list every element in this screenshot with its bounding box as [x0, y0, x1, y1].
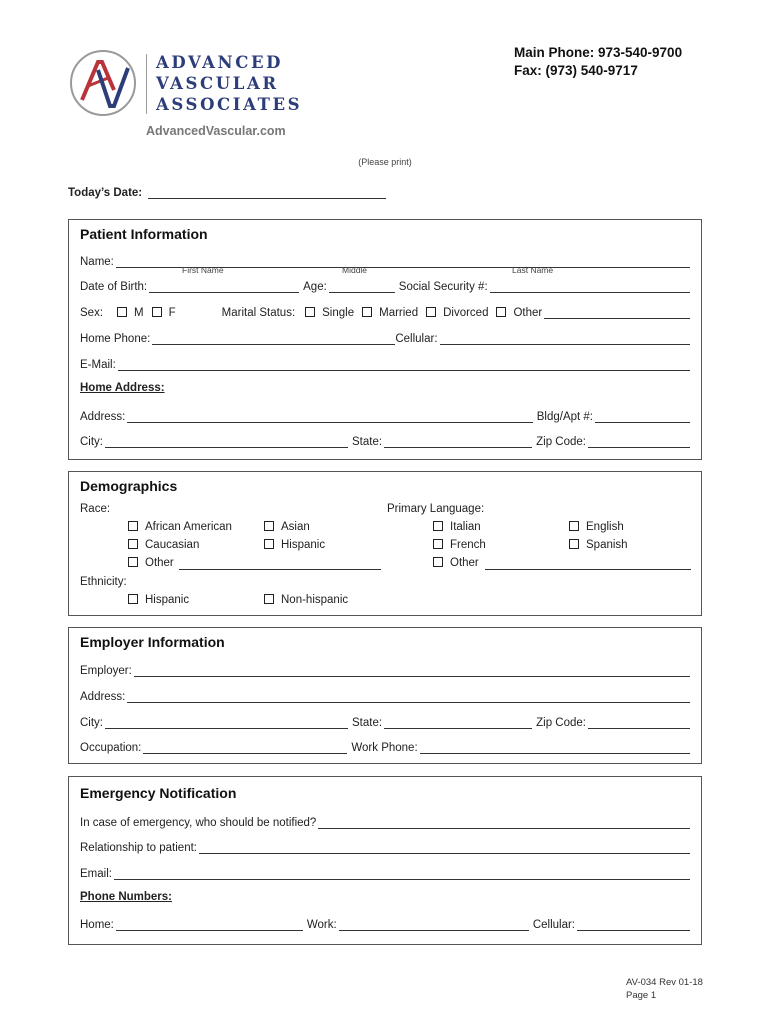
single-label: Single — [322, 307, 355, 319]
married-checkbox[interactable] — [362, 307, 372, 317]
home-phone-field[interactable] — [152, 332, 395, 345]
emergency-work-field[interactable] — [339, 918, 529, 931]
name-label: Name: — [80, 256, 114, 268]
emergency-work-label: Work: — [306, 919, 337, 931]
other-race-field[interactable] — [179, 557, 381, 570]
divorced-checkbox[interactable] — [426, 307, 436, 317]
asian-label: Asian — [281, 521, 310, 533]
english-checkbox[interactable] — [569, 521, 579, 531]
form-code: AV-034 Rev 01-18 — [626, 977, 703, 988]
home-address-heading: Home Address: — [80, 382, 165, 394]
section-title: Patient Information — [80, 226, 208, 242]
bldg-apt-field[interactable] — [595, 410, 690, 423]
french-checkbox[interactable] — [433, 539, 443, 549]
married-label: Married — [379, 307, 419, 319]
occupation-field[interactable] — [143, 741, 347, 754]
city-label: City: — [80, 436, 103, 448]
dob-field[interactable] — [149, 280, 299, 293]
main-phone: Main Phone: 973-540-9700 — [514, 45, 683, 60]
race-label: Race: — [80, 503, 111, 515]
emergency-contact-field[interactable] — [318, 816, 690, 829]
sex-m-label: M — [134, 307, 144, 319]
ssn-label: Social Security #: — [398, 281, 488, 293]
english-label: English — [586, 521, 624, 533]
address-label: Address: — [80, 411, 126, 423]
emergency-email-label: Email: — [80, 868, 112, 880]
fax-number: Fax: (973) 540-9717 — [514, 63, 638, 78]
age-field[interactable] — [329, 280, 395, 293]
organization-name: ADVANCED VASCULAR ASSOCIATES — [156, 53, 303, 114]
other-marital-label: Other — [513, 307, 543, 319]
divorced-label: Divorced — [443, 307, 489, 319]
work-phone-field[interactable] — [420, 741, 690, 754]
middle-caption: Middle — [342, 265, 368, 275]
employer-zip-label: Zip Code: — [536, 717, 586, 729]
page-number: Page 1 — [626, 990, 657, 1001]
emergency-contact-label: In case of emergency, who should be notified? — [80, 817, 317, 829]
african-american-checkbox[interactable] — [128, 521, 138, 531]
age-label: Age: — [303, 281, 327, 293]
first-name-caption: First Name — [182, 265, 224, 275]
city-field[interactable] — [105, 435, 348, 448]
african-american-label: African American — [145, 521, 232, 533]
sex-m-checkbox[interactable] — [117, 307, 127, 317]
work-phone-label: Work Phone: — [351, 742, 418, 754]
other-language-checkbox[interactable] — [433, 557, 443, 567]
emergency-cellular-field[interactable] — [577, 918, 690, 931]
zip-field[interactable] — [588, 435, 690, 448]
spanish-checkbox[interactable] — [569, 539, 579, 549]
relationship-field[interactable] — [199, 841, 690, 854]
ethnicity-hispanic-checkbox[interactable] — [128, 594, 138, 604]
emergency-email-field[interactable] — [114, 867, 690, 880]
logo-av-emblem-icon — [68, 48, 138, 118]
dob-label: Date of Birth: — [80, 281, 148, 293]
state-label: State: — [352, 436, 383, 448]
employer-label: Employer: — [80, 665, 132, 677]
employer-state-label: State: — [352, 717, 383, 729]
phone-numbers-heading: Phone Numbers: — [80, 891, 173, 903]
contact-info — [514, 44, 682, 80]
todays-date-row — [68, 185, 386, 199]
other-marital-checkbox[interactable] — [496, 307, 506, 317]
other-marital-field[interactable] — [544, 306, 690, 319]
spanish-label: Spanish — [586, 539, 628, 551]
address-field[interactable] — [127, 410, 532, 423]
form-footer — [626, 976, 703, 1002]
other-race-checkbox[interactable] — [128, 557, 138, 567]
ethnicity-non-hispanic-checkbox[interactable] — [264, 594, 274, 604]
ethnicity-hispanic-label: Hispanic — [145, 594, 190, 606]
state-field[interactable] — [384, 435, 532, 448]
employer-state-field[interactable] — [384, 716, 532, 729]
marital-status-label: Marital Status: — [221, 307, 296, 319]
ssn-field[interactable] — [490, 280, 690, 293]
emergency-notification-section — [68, 776, 702, 945]
asian-checkbox[interactable] — [264, 521, 274, 531]
website-url: AdvancedVascular.com — [146, 124, 286, 138]
french-label: French — [450, 539, 486, 551]
please-print-note: (Please print) — [358, 157, 412, 167]
employer-information-section — [68, 627, 702, 764]
sex-label: Sex: — [80, 307, 104, 319]
patient-information-section — [68, 219, 702, 460]
employer-address-label: Address: — [80, 691, 126, 703]
emergency-cellular-label: Cellular: — [532, 919, 575, 931]
logo — [68, 48, 303, 148]
caucasian-label: Caucasian — [145, 539, 200, 551]
section-title: Employer Information — [80, 634, 225, 650]
primary-language-label: Primary Language: — [387, 503, 485, 515]
cellular-field[interactable] — [440, 332, 690, 345]
emergency-home-label: Home: — [80, 919, 114, 931]
employer-city-field[interactable] — [105, 716, 348, 729]
employer-city-label: City: — [80, 717, 103, 729]
email-label: E-Mail: — [80, 359, 116, 371]
bldg-apt-label: Bldg/Apt #: — [536, 411, 593, 423]
logo-divider — [146, 54, 147, 114]
occupation-label: Occupation: — [80, 742, 142, 754]
emergency-home-field[interactable] — [116, 918, 303, 931]
hispanic-race-label: Hispanic — [281, 539, 326, 551]
relationship-label: Relationship to patient: — [80, 842, 197, 854]
employer-address-field[interactable] — [127, 690, 690, 703]
demographics-section — [68, 471, 702, 616]
todays-date-field[interactable] — [148, 185, 386, 199]
employer-field[interactable] — [134, 664, 690, 677]
employer-zip-field[interactable] — [588, 716, 690, 729]
other-language-label: Other — [450, 557, 479, 569]
other-language-field[interactable] — [485, 557, 691, 570]
italian-checkbox[interactable] — [433, 521, 443, 531]
todays-date-label: Today’s Date: — [68, 187, 143, 199]
sex-f-checkbox[interactable] — [152, 307, 162, 317]
cellular-label: Cellular: — [395, 333, 438, 345]
other-race-label: Other — [145, 557, 174, 569]
italian-label: Italian — [450, 521, 481, 533]
last-name-caption: Last Name — [512, 265, 554, 275]
home-phone-label: Home Phone: — [80, 333, 151, 345]
caucasian-checkbox[interactable] — [128, 539, 138, 549]
ethnicity-label: Ethnicity: — [80, 576, 127, 588]
section-title: Emergency Notification — [80, 785, 237, 801]
hispanic-race-checkbox[interactable] — [264, 539, 274, 549]
zip-label: Zip Code: — [536, 436, 586, 448]
section-title: Demographics — [80, 478, 178, 494]
single-checkbox[interactable] — [305, 307, 315, 317]
email-field[interactable] — [118, 358, 690, 371]
ethnicity-non-hispanic-label: Non-hispanic — [281, 594, 349, 606]
sex-f-label: F — [168, 307, 176, 319]
